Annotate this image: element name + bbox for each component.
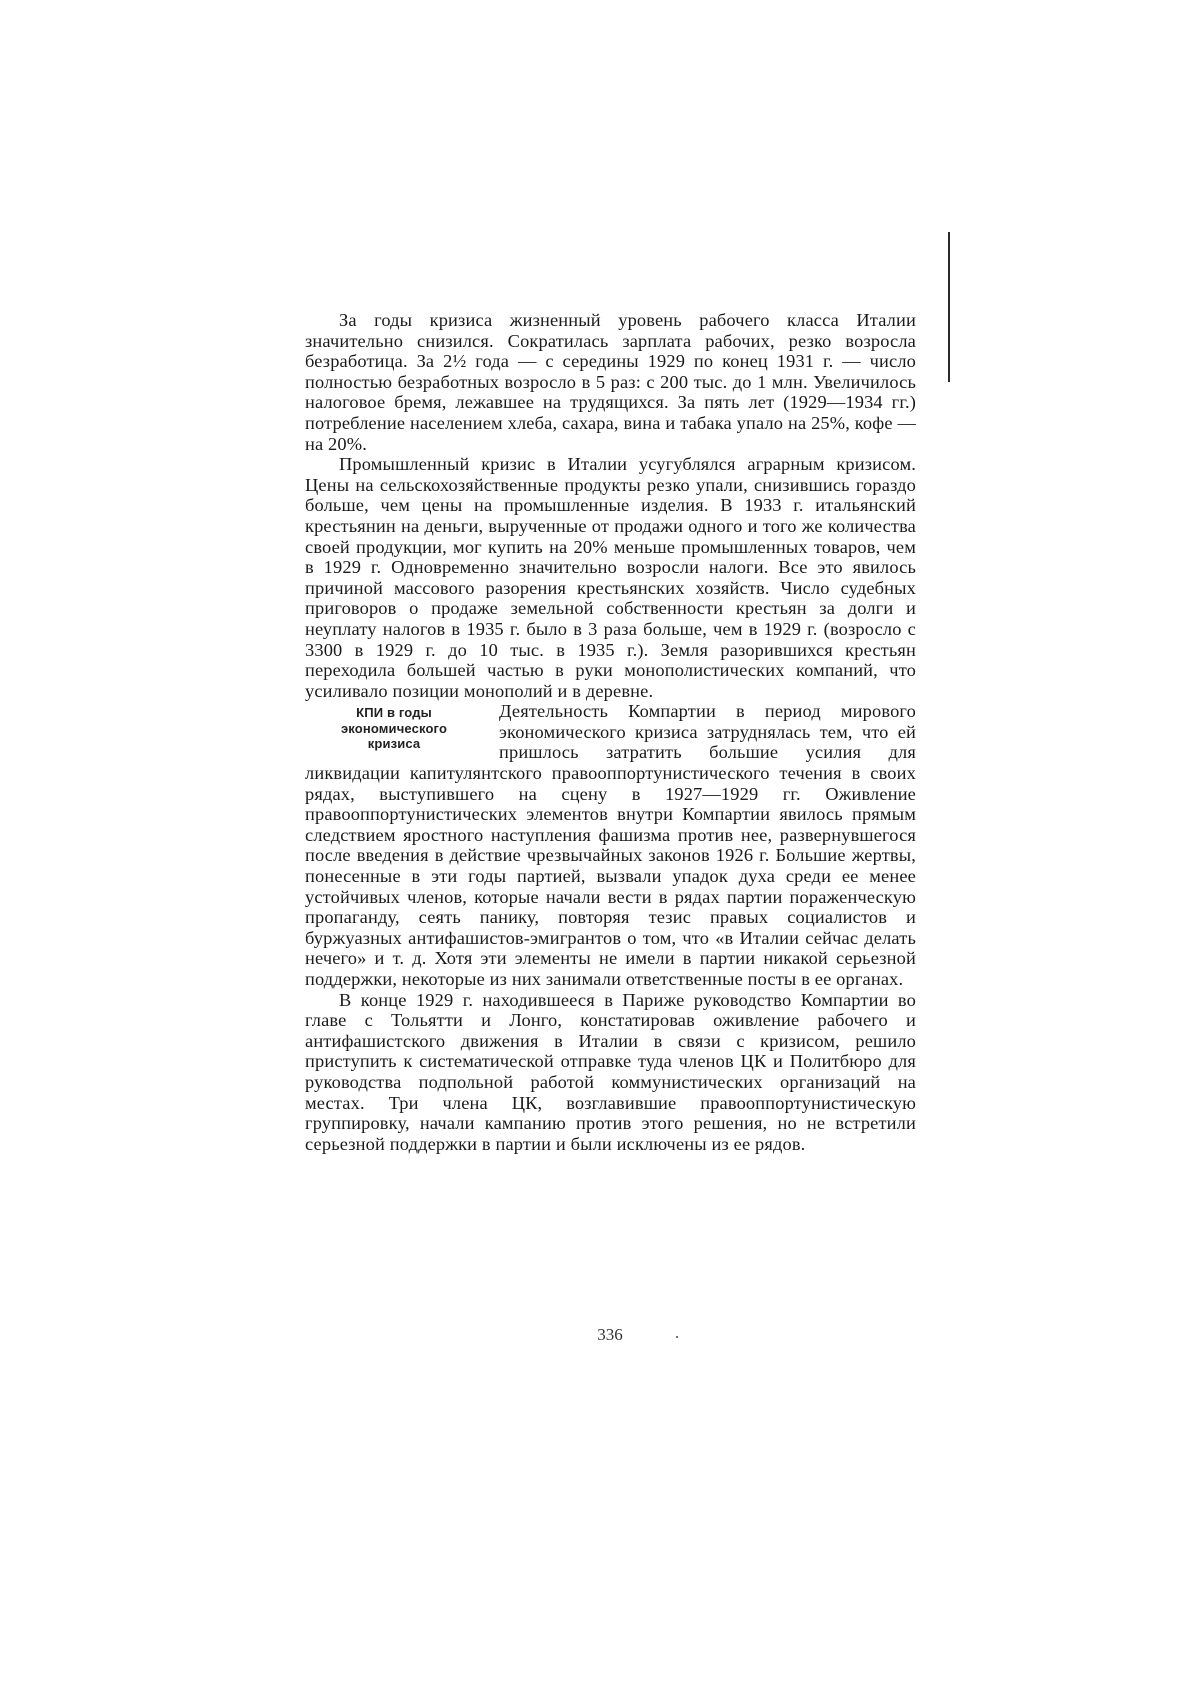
- paragraph-paris-leadership: В конце 1929 г. находившееся в Париже руководство Компартии во главе с Тольятти и Лонго, констатировав оживление рабочего и антифашистского движения в Италии в связи с кризисом, решило приступить к систематической отправке туда членов ЦК и Политбюро для руководства подпольной работой коммунистических организаций на местах. Три члена ЦК, возглавившие правооппортунистическую группировку, начали кампанию против этого решения, но не встретили серьезной поддержки в партии и были исключены из ее рядов.: [305, 989, 916, 1154]
- paragraph-crisis-living-standards: За годы кризиса жизненный уровень рабочего класса Италии значительно снизился. Сократилась зарплата рабочих, резко возросла безработица. За 2½ года — с середины 1929 по конец 1931 г. — число полностью безработных возросло в 5 раз: с 200 тыс. до 1 млн. Увеличилось налоговое бремя, лежавшее на трудящихся. За пять лет (1929—1934 гг.) потребление населением хлеба, сахара, вина и табака упало на 25%, кофе — на 20%.: [305, 310, 916, 454]
- section-sidehead: [305, 705, 483, 752]
- paragraph-agrarian-crisis: Промышленный кризис в Италии усугублялся аграрным кризисом. Цены на сельскохозяйственные продукты резко упали, снизившись гораздо больше, чем цены на промышленные изделия. В 1933 г. итальянский крестьянин на деньги, вырученные от продажи одного и того же количества своей продукции, мог купить на 20% меньше промышленных товаров, чем в 1929 г. Одновременно значительно возросли налоги. Все это явилось причиной массового разорения крестьянских хозяйств. Число судебных приговоров о продаже земельной собственности крестьян за долги и неуплату налогов в 1935 г. было в 3 раза больше, чем в 1929 г. (возросло с 3300 в 1929 г. до 10 тыс. в 1935 г.). Земля разорившихся крестьян переходила большей частью в руки монополистических компаний, что усиливало позиции монополий и в деревне.: [305, 454, 916, 701]
- body-text: [305, 310, 916, 1154]
- scan-speck: [676, 1336, 678, 1338]
- paragraph-party-activity: Деятельность Компартии в период мирового экономического кризиса затруднялась тем, что ей пришлось затратить большие усилия для ликвидации капитулянтского правооппортунистического течения в своих рядах, выступившего на сцену в 1927—1929 гг. Оживление правооппортунистических элементов внутри Компартии явилось прямым следствием яростного наступления фашизма против нее, развернувшегося после введения в действие чрезвычайных законов 1926 г. Большие жертвы, понесенные в эти годы партией, вызвали упадок духа среди ее менее устойчивых членов, которые начали вести в рядах партии пораженческую пропаганду, сеять панику, повторяя тезис правых социалистов и буржуазных антифашистов-эмигрантов о том, что «в Италии сейчас делать нечего» и т. д. Хотя эти элементы не имели в партии никакой серьезной поддержки, некоторые из них занимали ответственные посты в ее органах.: [305, 701, 916, 989]
- page-number: 336: [597, 1325, 623, 1344]
- sidehead-line: экономического: [340, 720, 448, 736]
- margin-rule: [948, 232, 950, 382]
- sidehead-line: КПИ в годы: [356, 705, 432, 721]
- sidehead-line: кризиса: [367, 736, 421, 752]
